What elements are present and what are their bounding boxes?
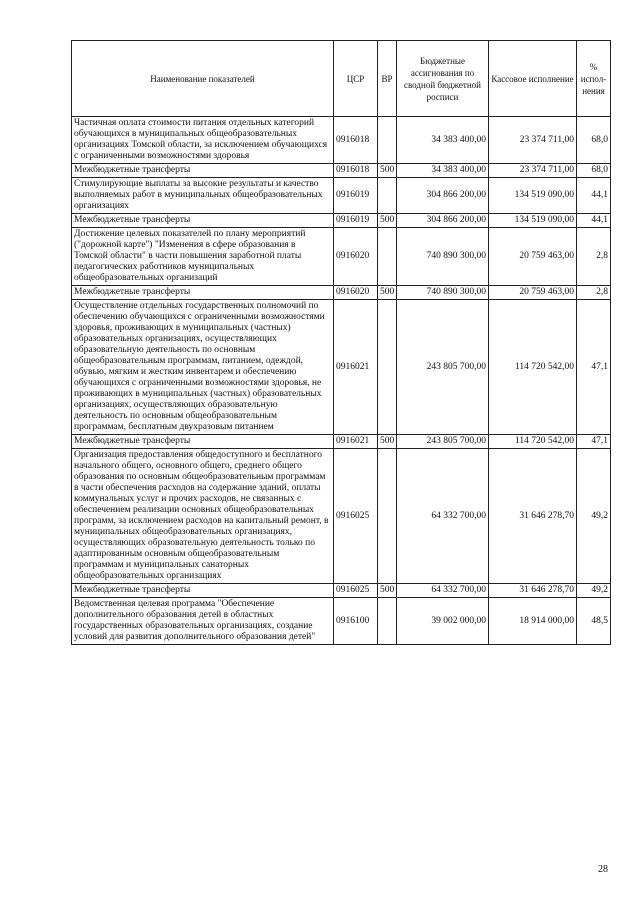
row-csr: 0916021 bbox=[334, 300, 378, 435]
row-percent: 49,2 bbox=[577, 584, 611, 598]
row-csr: 0916025 bbox=[334, 584, 378, 598]
budget-execution-table bbox=[71, 40, 611, 645]
row-name: Ведомственная целевая программа "Обеспечение дополнительного образования детей в областных государственных образовательных организациях, создание условий для развития дополнительного образования детей" bbox=[72, 598, 334, 645]
row-cash: 134 519 090,00 bbox=[489, 178, 577, 214]
row-budget: 740 890 300,00 bbox=[397, 286, 489, 300]
row-csr: 0916100 bbox=[334, 598, 378, 645]
row-cash: 20 759 463,00 bbox=[489, 286, 577, 300]
row-vr: 500 bbox=[378, 435, 397, 449]
row-vr: 500 bbox=[378, 286, 397, 300]
row-name: Достижение целевых показателей по плану мероприятий ("дорожной карте") "Изменения в сфере образования в Томской области" в части повышения заработной платы педагогических работников муниципальных общеобразовательных организаций bbox=[72, 228, 334, 286]
header-csr: ЦСР bbox=[334, 41, 378, 117]
row-csr: 0916025 bbox=[334, 449, 378, 584]
table-row bbox=[72, 228, 611, 286]
row-cash: 23 374 711,00 bbox=[489, 117, 577, 164]
table-row bbox=[72, 286, 611, 300]
table-row bbox=[72, 449, 611, 584]
row-vr bbox=[378, 300, 397, 435]
row-budget: 243 805 700,00 bbox=[397, 435, 489, 449]
header-name: Наименование показателей bbox=[72, 41, 334, 117]
row-cash: 23 374 711,00 bbox=[489, 164, 577, 178]
row-cash: 18 914 000,00 bbox=[489, 598, 577, 645]
row-budget: 243 805 700,00 bbox=[397, 300, 489, 435]
row-budget: 34 383 400,00 bbox=[397, 164, 489, 178]
table-row bbox=[72, 117, 611, 164]
row-budget: 740 890 300,00 bbox=[397, 228, 489, 286]
row-budget: 64 332 700,00 bbox=[397, 584, 489, 598]
row-csr: 0916021 bbox=[334, 435, 378, 449]
table-row bbox=[72, 164, 611, 178]
table-row bbox=[72, 300, 611, 435]
row-name: Осуществление отдельных государственных полномочий по обеспечению обучающихся с ограниченными возможностями здоровья, проживающих в муниципальных (частных) образовательных организациях, осуществляющих образовательную деятельность по основным общеобразовательным программам, питанием, одеждой, обувью, мягким и жестким инвентарем и обеспечению обучающихся с ограниченными возможностями здоровья, не проживающих в муниципальных (частных) образовательных организациях, осуществляющих образовательную деятельность по основным общеобразовательным программам, бесплатным двухразовым питанием bbox=[72, 300, 334, 435]
row-vr bbox=[378, 228, 397, 286]
row-csr: 0916018 bbox=[334, 117, 378, 164]
row-vr bbox=[378, 449, 397, 584]
row-cash: 31 646 278,70 bbox=[489, 449, 577, 584]
row-vr bbox=[378, 178, 397, 214]
row-budget: 39 002 000,00 bbox=[397, 598, 489, 645]
row-name: Частичная оплата стоимости питания отдельных категорий обучающихся в муниципальных общеобразовательных организациях Томской области, за исключением обучающихся с ограниченными возможностями здоровья bbox=[72, 117, 334, 164]
row-percent: 68,0 bbox=[577, 117, 611, 164]
row-percent: 44,1 bbox=[577, 214, 611, 228]
row-cash: 114 720 542,00 bbox=[489, 300, 577, 435]
header-percent: % испол-нения bbox=[577, 41, 611, 117]
row-percent: 49,2 bbox=[577, 449, 611, 584]
header-vr: ВР bbox=[378, 41, 397, 117]
row-vr: 500 bbox=[378, 214, 397, 228]
row-name: Межбюджетные трансферты bbox=[72, 214, 334, 228]
row-csr: 0916020 bbox=[334, 228, 378, 286]
row-vr bbox=[378, 117, 397, 164]
header-cash: Кассовое исполнение bbox=[489, 41, 577, 117]
row-percent: 47,1 bbox=[577, 300, 611, 435]
page-number: 28 bbox=[598, 864, 608, 875]
row-cash: 134 519 090,00 bbox=[489, 214, 577, 228]
row-percent: 44,1 bbox=[577, 178, 611, 214]
table-header-row bbox=[72, 41, 611, 117]
row-budget: 304 866 200,00 bbox=[397, 214, 489, 228]
table-row bbox=[72, 584, 611, 598]
table-row bbox=[72, 178, 611, 214]
row-name: Межбюджетные трансферты bbox=[72, 435, 334, 449]
row-vr bbox=[378, 598, 397, 645]
row-csr: 0916018 bbox=[334, 164, 378, 178]
row-percent: 2,8 bbox=[577, 286, 611, 300]
row-vr: 500 bbox=[378, 584, 397, 598]
row-name: Межбюджетные трансферты bbox=[72, 164, 334, 178]
row-name: Межбюджетные трансферты bbox=[72, 286, 334, 300]
row-vr: 500 bbox=[378, 164, 397, 178]
row-csr: 0916019 bbox=[334, 178, 378, 214]
row-budget: 34 383 400,00 bbox=[397, 117, 489, 164]
row-percent: 48,5 bbox=[577, 598, 611, 645]
row-name: Стимулирующие выплаты за высокие результаты и качество выполняемых работ в муниципальных общеобразовательных организациях bbox=[72, 178, 334, 214]
row-cash: 114 720 542,00 bbox=[489, 435, 577, 449]
row-percent: 68,0 bbox=[577, 164, 611, 178]
row-cash: 31 646 278,70 bbox=[489, 584, 577, 598]
row-csr: 0916020 bbox=[334, 286, 378, 300]
row-percent: 47,1 bbox=[577, 435, 611, 449]
table-row bbox=[72, 435, 611, 449]
row-percent: 2,8 bbox=[577, 228, 611, 286]
row-name: Межбюджетные трансферты bbox=[72, 584, 334, 598]
row-csr: 0916019 bbox=[334, 214, 378, 228]
row-name: Организация предоставления общедоступного и бесплатного начального общего, основного общего, среднего общего образования по основным общеобразовательным программам в части обеспечения расходов на содержание зданий, оплаты коммунальных услуг и прочих расходов, не связанных с обеспечением реализации основных общеобразовательных программ, за исключением расходов на капитальный ремонт, в муниципальных общеобразовательных организациях, осуществляющих образовательную деятельность только по адаптированным основным общеобразовательным программам и муниципальных санаторных общеобразовательных организациях bbox=[72, 449, 334, 584]
header-budget: Бюджетные ассигнования по сводной бюджетной росписи bbox=[397, 41, 489, 117]
row-budget: 64 332 700,00 bbox=[397, 449, 489, 584]
table-row bbox=[72, 214, 611, 228]
row-budget: 304 866 200,00 bbox=[397, 178, 489, 214]
table-row bbox=[72, 598, 611, 645]
row-cash: 20 759 463,00 bbox=[489, 228, 577, 286]
